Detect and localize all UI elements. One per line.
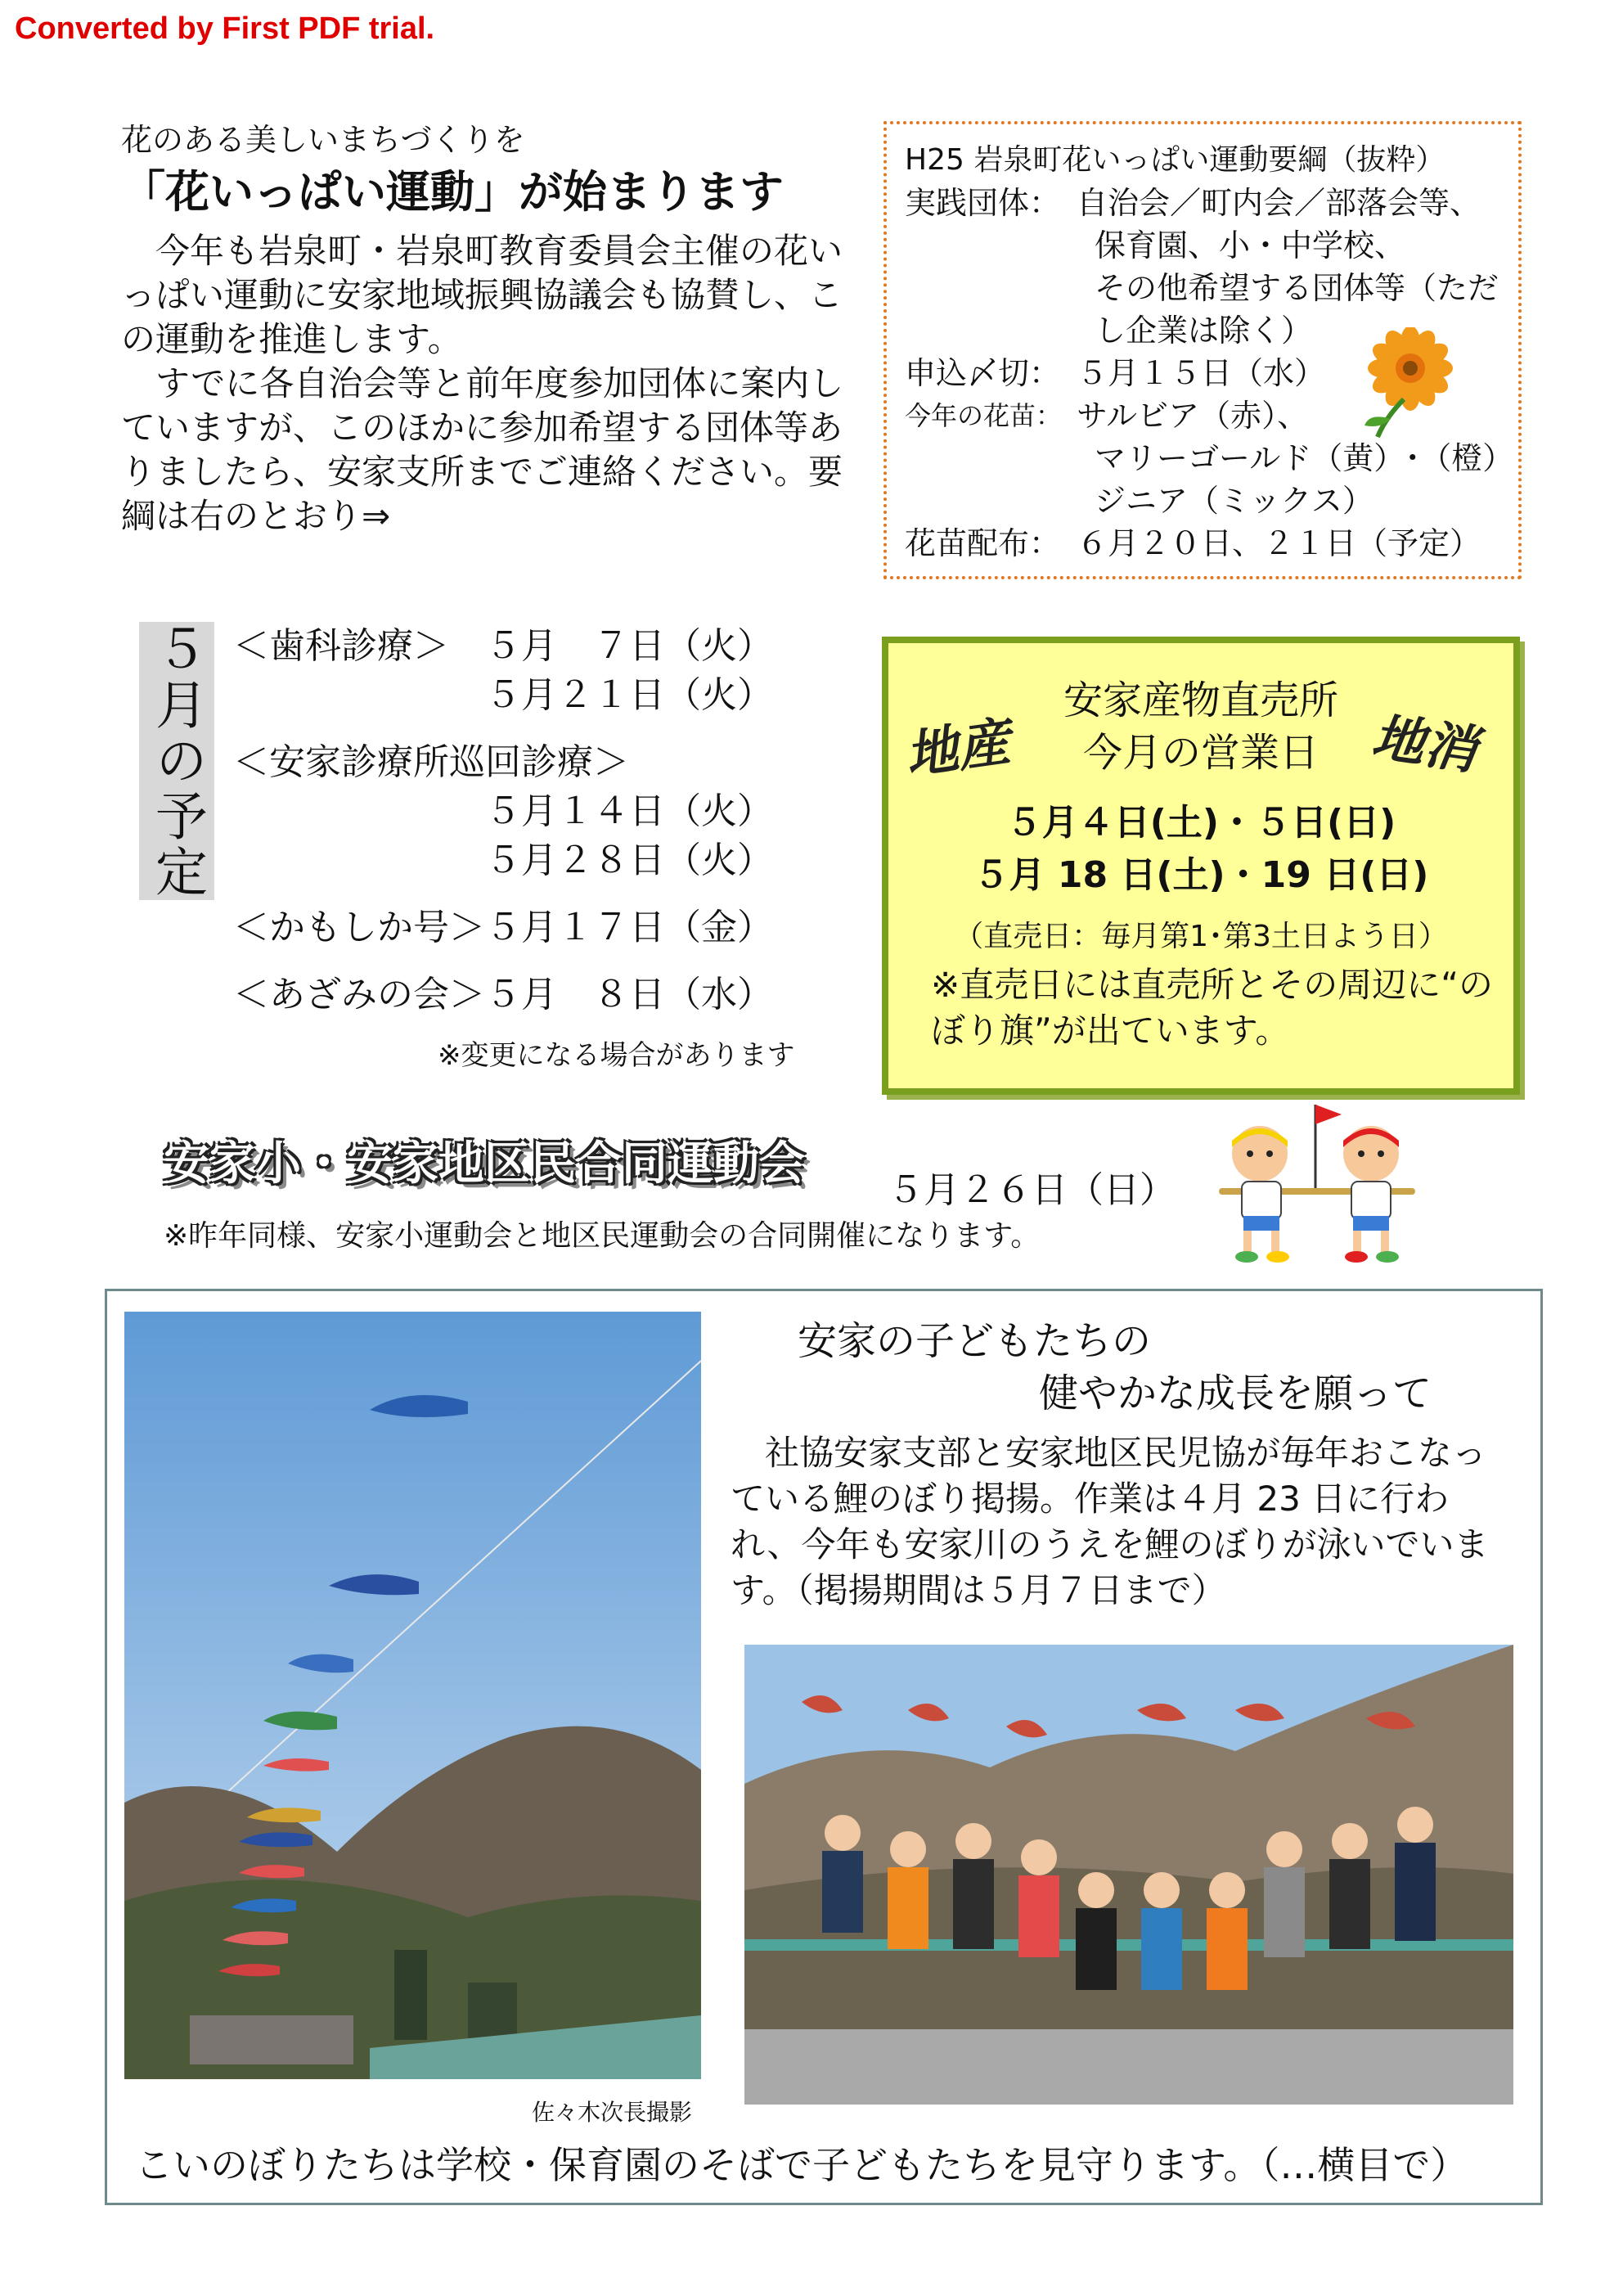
market-title	[888, 674, 1513, 779]
rules-deadline-label: 申込〆切：	[905, 355, 1061, 391]
rules-title: H25 岩泉町花いっぱい運動要綱（抜粋）	[905, 143, 1445, 177]
schedule-heading: ５月の予定	[146, 622, 207, 900]
market-note-schedule: （直売日：毎月第1･第3土日よう日）	[954, 920, 1448, 953]
rules-deadline: ５月１５日（水）	[1077, 355, 1326, 391]
flower-para-2: すでに各自治会等と前年度参加団体に案内していますが、このほかに参加希望する団体等ありましたら、安家支所までご連絡ください。要綱は右のとおり⇒	[121, 363, 844, 536]
sports-date: ５月２６日（日）	[888, 1169, 1176, 1211]
market-date: ５月４日(土)・５日(日)	[1005, 802, 1396, 844]
rules-flowers-label: 今年の花苗：	[905, 400, 1063, 431]
rules-org-line: 自治会／町内会／部落会等、	[1077, 185, 1481, 221]
schedule-line: ＜かもしか号＞５月１７日（金）	[233, 907, 773, 948]
rules-org-label: 実践団体：	[905, 185, 1061, 221]
marigold-icon	[1353, 327, 1476, 442]
sports-title: 安家小・安家地区民合同運動会	[164, 1137, 805, 1191]
koinobori-heading-1: 安家の子どもたちの	[798, 1318, 1152, 1364]
rules-org-line: その他希望する団体等（ただ	[1095, 270, 1499, 306]
rules-org-line: 保育園、小・中学校、	[1095, 227, 1406, 263]
rules-dist-row	[905, 522, 1500, 565]
schedule-list	[233, 622, 773, 1020]
rules-org-row	[905, 182, 1500, 224]
schedule-line: ５月２１日（火）	[233, 674, 773, 716]
tug-of-war-illustration	[1211, 1096, 1423, 1268]
rules-flowers-line: ジニア（ミックス）	[1095, 483, 1373, 519]
rules-box	[883, 121, 1522, 579]
photo-credit: 佐々木次長撮影	[532, 2099, 693, 2126]
schedule-line: ５月１４日（火）	[233, 790, 773, 832]
koinobori-heading-2: 健やかな成長を願って	[1039, 1371, 1432, 1416]
schedule-heading-box	[139, 622, 214, 900]
flower-body	[121, 229, 857, 538]
schedule-line: ＜あざみの会＞５月 ８日（水）	[233, 974, 773, 1015]
schedule-line: ＜安家診療所巡回診療＞	[233, 741, 629, 783]
rules-flowers-line: マリーゴールド（黄）･（橙）	[1095, 440, 1514, 476]
koinobori-body-text: 社協安家支部と安家地区民児協が毎年おこなっている鯉のぼり掲揚。作業は４月 23 日に行われ、今年も安家川のうえを鯉のぼりが泳いでいます。（掲揚期間は５月７日まで）	[731, 1433, 1489, 1610]
schedule-note: ※変更になる場合があります	[438, 1039, 795, 1072]
market-title-1: 安家産物直売所	[1063, 678, 1338, 723]
market-box	[882, 637, 1520, 1095]
market-note-flags: ※直売日には直売所とその周辺に“のぼり旗”が出ています。	[931, 965, 1493, 1051]
market-date: ５月 18 日(土)・19 日(日)	[973, 854, 1429, 896]
market-dates	[888, 797, 1513, 902]
rules-dist-label: 花苗配布：	[905, 525, 1061, 561]
flower-title: 「花いっぱい運動」が始まります	[121, 166, 784, 218]
sports-note: ※昨年同様、安家小運動会と地区民運動会の合同開催になります。	[164, 1219, 1041, 1253]
market-title-2: 今月の営業日	[1082, 730, 1319, 776]
flower-para-1: 今年も岩泉町・岩泉町教育委員会主催の花いっぱい運動に安家地域振興協議会も協賛し、この運動を推進します。	[121, 231, 843, 359]
children-group-photo	[744, 1645, 1513, 2105]
koinobori-footer: こいのぼりたちは学校・保育園のそばで子どもたちを見守ります。（…横目で）	[135, 2143, 1468, 2187]
koinobori-sky-photo	[124, 1312, 701, 2079]
watermark-text: Converted by First PDF trial.	[15, 11, 435, 46]
rules-org-line: し企業は除く）	[1095, 313, 1313, 349]
rules-flowers-line: サルビア（赤）、	[1077, 398, 1309, 434]
rules-dist: ６月２０日、２１日（予定）	[1077, 525, 1481, 561]
koinobori-body	[731, 1430, 1516, 1614]
schedule-line: ５月２８日（火）	[233, 840, 773, 881]
flower-subtitle: 花のある美しいまちづくりを	[121, 122, 525, 158]
schedule-line: ＜歯科診療＞ ５月 ７日（火）	[233, 625, 773, 667]
brush-text-right: 地消	[1368, 706, 1481, 782]
brush-text-left: 地産	[901, 711, 1014, 787]
